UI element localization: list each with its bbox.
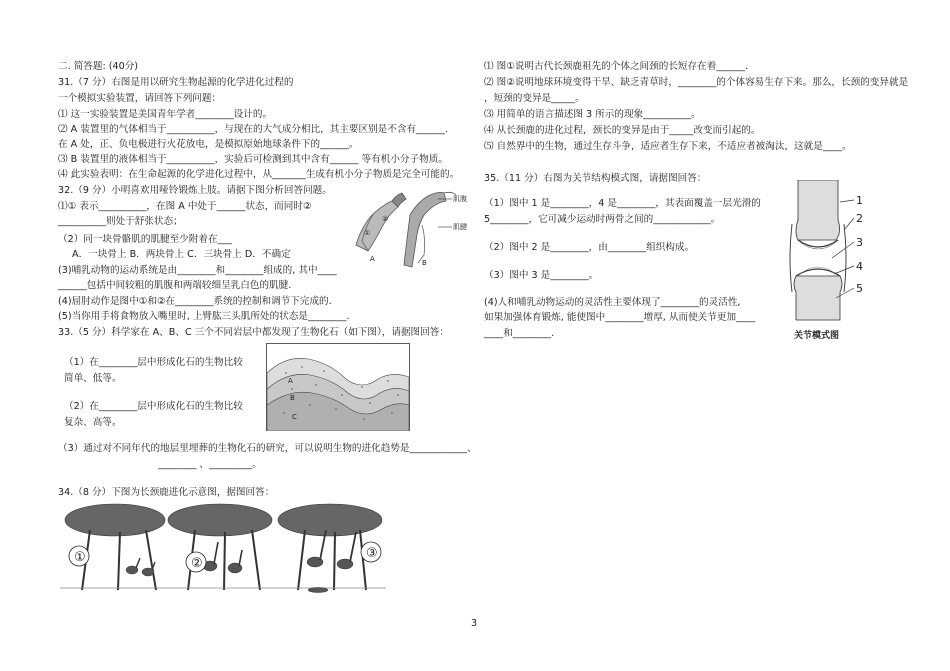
joint-number-1: 1 — [856, 194, 863, 207]
q32-line: A．一块骨上 B．两块骨上 C．三块骨上 D．不确定 — [72, 249, 291, 260]
q32-line: __________则处于舒张状态； — [58, 216, 183, 227]
q32-line: (3)哺乳动物的运动系统是由________和________组成的, 其中____ — [58, 265, 337, 276]
q32-line: (5)当你用手将食物放入嘴里时, 上臂肱三头肌所处的状态是________. — [58, 311, 350, 322]
q35-line: （3）图中 3 是________。 — [484, 270, 599, 281]
q34-item: ⑸ 自然界中的生物，通过生存斗争，适应者生存下来，不适应者被淘汰，这就是____。 — [484, 141, 852, 152]
q31-line: ⑷ 此实验表明：在生命起源的化学进化过程中，从_______生成有机小分子物质是完全可能的。 — [58, 169, 460, 180]
q34-item: ，短颈的变异是_____。 — [484, 93, 585, 104]
joint-number-4: 4 — [856, 260, 863, 273]
q33-line: （2）在________层中形成化石的生物比较 — [64, 401, 243, 412]
q31-line: ⑴ 这一实验装置是美国青年学者________设计的。 — [58, 109, 273, 120]
q35-line: （1）图中 1 是________，4 是________，其表面覆盖一层光滑的 — [484, 198, 761, 209]
rock-layer-a: A — [288, 377, 293, 385]
q33-intro: 33.（5 分）科学家在 A、B、C 三个不同岩层中都发现了生物化石（如下图），请据图回答： — [58, 327, 449, 338]
q34-item: ⑴ 图①说明古代长颈鹿祖先的个体之间颈的长短存在着______. — [484, 61, 749, 72]
arm-label-b: B — [422, 259, 427, 267]
q34-item: ⑵ 图②说明地球环境变得干旱、缺乏青草时，________的个体容易生存下来。那么，长颈的变异就是 — [484, 77, 909, 88]
rock-layers-figure — [266, 343, 410, 431]
giraffe-label-2: ② — [191, 556, 203, 571]
q34-intro: 34.（8 分）下图为长颈鹿进化示意图，据图回答： — [58, 487, 275, 498]
page-number: 3 — [471, 618, 478, 629]
q35-line: （2）图中 2 是________，由________组织构成。 — [484, 242, 695, 253]
q33-line: 复杂、高等。 — [64, 417, 122, 428]
joint-structure-figure — [784, 180, 870, 344]
q32-line: ⑴① 表示__________，在图 A 中处于______状态，而同时② — [58, 201, 312, 212]
q35-line: (4)人和哺乳动物运动的灵活性主要体现了________的灵活性, — [484, 297, 741, 308]
q32-line: 32.（9 分）小明喜欢用哑铃锻炼上肢。请据下图分析回答问题。 — [58, 185, 332, 196]
giraffe-label-3: ③ — [366, 546, 378, 561]
giraffe-evolution-figure — [60, 500, 386, 600]
arm-label-2: ② — [382, 215, 389, 223]
q31-line: 在 A 处，正、负电极进行火花放电，是模拟原始地球条件下的______。 — [58, 139, 359, 150]
q31-line: 31.（7 分）右图是用以研究生物起源的化学进化过程的 — [58, 77, 294, 88]
arm-label-belly: 肌腹 — [453, 195, 467, 203]
q34-item: ⑶ 用简单的语言描述图 3 所示的现象__________。 — [484, 109, 701, 120]
joint-number-3: 3 — [856, 236, 863, 249]
q33-line: 简单、低等。 — [64, 373, 122, 384]
arm-label-a: A — [370, 255, 375, 263]
q35-line: 如果加强体育锻炼, 能使图中________增厚, 从而使关节更加____ — [484, 312, 756, 323]
q35-title: 35.（11 分）右图为关节结构模式图，请据图回答： — [484, 173, 707, 184]
q31-line: ⑵ A 装置里的气体相当于__________，与现在的大气成分相比，其主要区别是不含有______. — [58, 124, 448, 135]
joint-caption: 关节模式图 — [794, 331, 840, 341]
rock-layer-c: C — [292, 413, 297, 421]
rock-layer-b: B — [290, 394, 295, 402]
joint-number-2: 2 — [856, 212, 863, 225]
arm-label-1: ① — [364, 229, 371, 237]
q35-line: 5________，它可减少运动时两骨之间的____________。 — [484, 214, 721, 225]
joint-number-5: 5 — [856, 282, 863, 295]
q32-line: ______包括中间较粗的肌腹和两端较细呈乳白色的肌腱. — [58, 280, 292, 291]
q31-line: 一个模拟实验装置，请回答下列问题： — [58, 93, 222, 104]
q32-line: (4)屈肘动作是图中①和②在________系统的控制和调节下完成的. — [58, 296, 332, 307]
q31-line: ⑶ B 装置里的液体相当于__________，实验后可检测到其中含有______ 等有机小分子物质。 — [58, 154, 448, 165]
q35-line: ____和________. — [484, 328, 555, 339]
giraffe-label-1: ① — [74, 550, 86, 565]
arm-label-tendon: 肌腱 — [453, 223, 467, 231]
q32-line: （2）同一块骨骼肌的肌腱至少附着在___ — [58, 234, 232, 245]
q34-item: ⑷ 从长颈鹿的进化过程，颈长的变异是由于_____改变而引起的。 — [484, 125, 761, 136]
q33-line: （1）在________层中形成化石的生物比较 — [64, 357, 243, 368]
arm-muscle-figure — [352, 185, 470, 273]
q33-line: ________ 、_________。 — [158, 459, 262, 470]
q33-line: （3）通过对不同年代的地层里埋葬的生物化石的研究，可以说明生物的进化趋势是____________、 — [58, 443, 477, 454]
section-heading: 二. 简答题: (40分) — [58, 61, 139, 72]
